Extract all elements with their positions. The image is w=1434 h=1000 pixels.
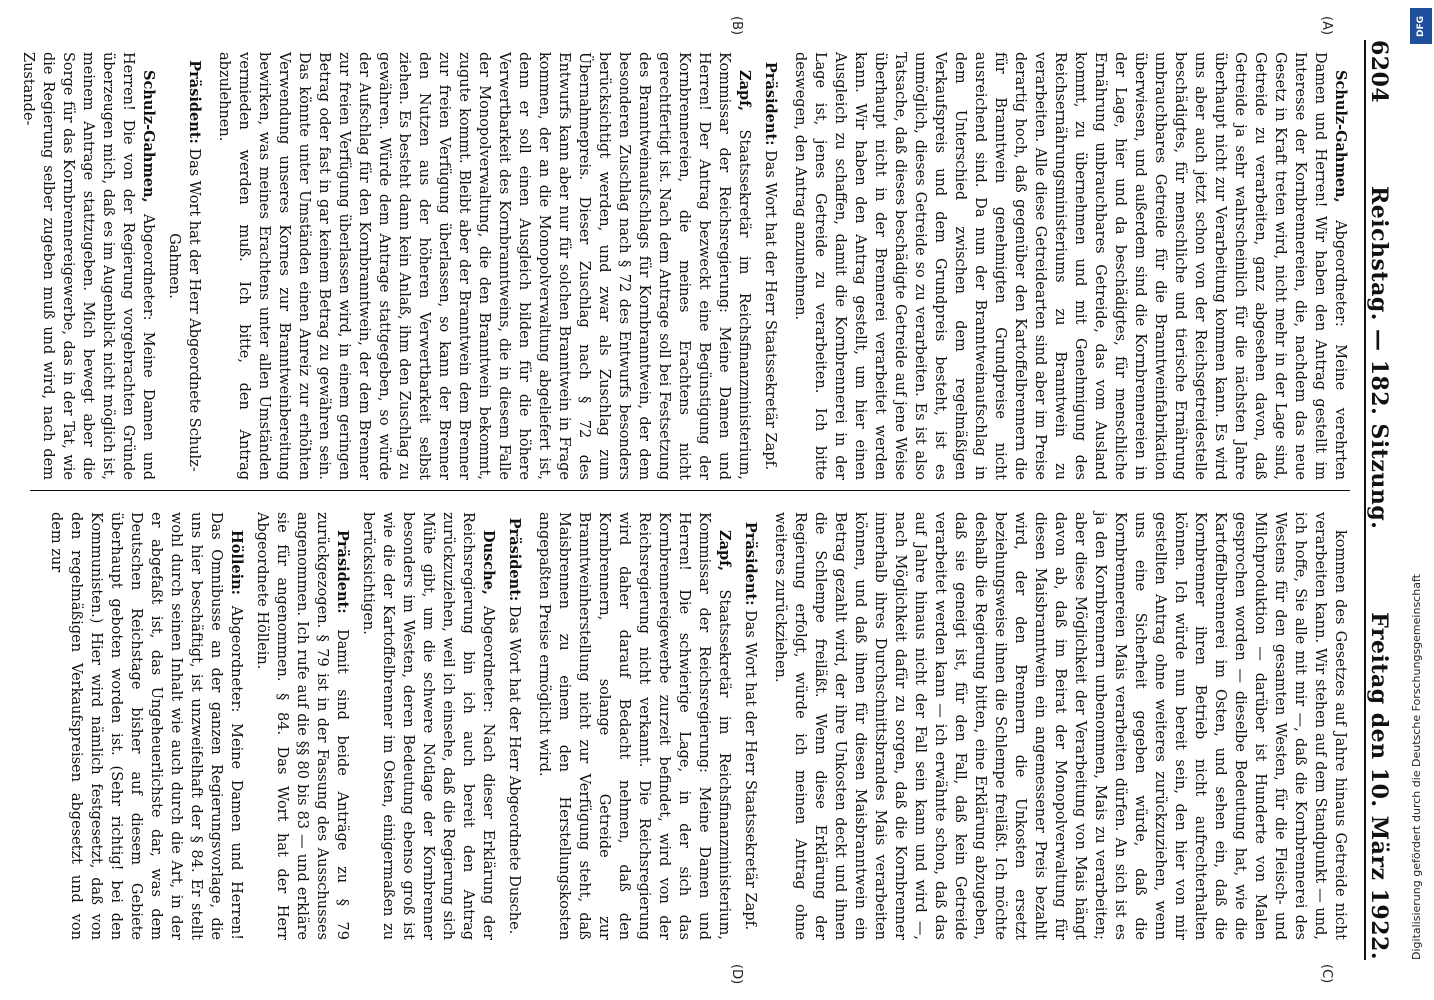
speech-text: Abgeordneter: Nach dieser Erklärung der Reichsregierung bin ich auch bereit den Antrag zurückzuziehen, weil ich einsehe, daß die Regierung sich Mühe gibt, um die schwere Notlage der Kornbrenner besonders im Westen, deren Bedeutung ebenso groß ist wie die der Kartoffelbrenner im Osten, einigermaßen zu berücksichtigen. [360,512,496,940]
dfg-logo: DFG [1410,8,1432,44]
speech-paragraph [18,52,158,480]
left-text-column [20,52,1350,480]
speaker-name: Zapf, [736,70,753,112]
margin-marker-a: (A) [1319,16,1334,36]
speaker-name: Zapf, [716,530,733,572]
margin-marker-d: (D) [729,964,744,985]
speech-paragraph [760,52,780,480]
speech-paragraph [252,512,352,940]
speaker-name: Schulz-Gahmen, [1332,70,1349,203]
speaker-name: Höllein: [228,530,245,596]
speech-paragraph [790,52,1350,480]
speech-text: Das Wort hat der Herr Abgeordnete Dusche. [506,601,522,935]
speech-text: Damit sind beide Anträge zu § 79 zurückgezogen. § 79 ist in der Fassung des Ausschusses angenommen. Ich rufe auf die §§ 80 bis 83 — und erkläre sie für angenommen. § 84. Das Wort hat der Herr Abgeordnete Höllein. [254,512,350,940]
speech-paragraph [214,52,754,480]
speaker-name: Präsident: [506,517,523,602]
speech-paragraph [358,512,498,940]
speech-text: Abgeordneter: Meine verehrten Damen und Herren! Wir haben den Antrag gestellt im Interesse der Kornbrennereien, die, nachdem das neue Gesetz in Kraft treten wird, nicht mehr in der Lage sind, Getreide zu verarbeiten, ganz abgesehen davon, daß Getreide ja sehr wahrscheinlich für die nächsten Jahre überhaupt nicht zur Verarbeitung kommen kann. Es wird uns aber auch jetzt schon von der Reichsgetreidestelle beschädigtes, für menschliche und tierische Ernährung unbrauchbares Getreide für die Branntweinfabrikation überwiesen, und außerdem sind die Kornbrennereien in der Lage, hier und da beschädigtes, für menschliche Ernährung unbrauchbares Getreide, das vom Ausland kommt, zu übernehmen und mit Genehmigung des Reichsernährungsministeriums zu Branntwein zu verarbeiten. Alle diese Getreidearten sind aber im Preise derartig hoch, daß gegenüber den Kartoffelbrennern die für Branntwein genehmigten Grundpreise nicht ausreichend sind. Da nun der Branntweinaufschlag in dem Unterschied zwischen dem regelmäßigen Verkaufspreis und dem Grundpreis besteht, ist es unmöglich, dieses Getreide so zu verarbeiten. Es ist also Tatsache, daß dieses beschädigte Getreide auf jene Weise überhaupt nicht in der Brennerei verarbeitet werden kann. Wir haben den Antrag gestellt, um hier einen Ausgleich zu schaffen, damit die Kornbrennerei in der Lage ist, jenes Getreide zu verarbeiten. Ich bitte deswegen, den Antrag anzunehmen. [792,52,1348,480]
speech-text: Das Wort hat der Herr Staatssekretär Zapf. [742,605,758,931]
column-divider [30,490,1350,491]
speech-text: Abgeordneter: Meine Damen und Herren! Die von der Regierung vorgebrachten Gründe überzeugen mich, daß es im Augenblick nicht möglich ist, meinem Antrage stattzugeben. Mich bewegt aber die Sorge für das Kornbrennereigewerbe, das in der Tat, wie die Regierung selber zugeben muß und wird, nach dem Zustande- [20,52,156,480]
speech-text: Das Wort hat der Herr Abgeordnete Schulz-Gahmen. [166,143,202,472]
speech-paragraph [534,512,734,940]
speaker-name: Präsident: [186,60,203,144]
speaker-name: Schulz-Gahmen, [140,70,157,203]
speech-text: Staatssekretär im Reichsfinanzministerium, Kommissar der Reichsregierung: Meine Damen und Herren! Der Antrag bezweckt eine Begünstigung der Kornbrennereien, die meines Erachtens nicht gerechtfertigt ist. Nach dem Antrage soll bei Festsetzung des Branntweinaufschlags für Kornbranntwein, der dem besonderen Zuschlag nach § 72 des Entwurfs besonders berücksichtigt werden, und zwar als Zuschlag zum Übernahmepreis. Dieser Zuschlag nach § 72 des Entwurfs kann aber nur für solchen Branntwein in Frage kommen, der an die Monopolverwaltung abgeliefert ist, denn er soll einen Ausgleich bilden für die höhere Verwertbarkeit des Kornbranntweins, die in diesem Falle der Monopolverwaltung, die den Branntwein bekommt, zugute kommt. Bleibt aber der Branntwein dem Brenner zur freien Verfügung überlassen, so kann der Brenner den Nutzen aus der höheren Verwertbarkeit selbst ziehen. Es besteht dann kein Anlaß, ihm den Zuschlag zu gewähren. Würde dem Antrage stattgegeben, so würde der Aufschlag für den Kornbranntwein, der dem Brenner zur freien Verfügung überlassen wird, in einem geringen Betrag oder fast in gar keinem Betrag zu gewähren sein. Das könnte unter Umständen einen Anreiz zur erhöhten Verwendung unseres Kornes zur Branntweinbereitung bewirken, was meines Erachtens unter allen Umständen vermieden werden muß. Ich bitte, den Antrag abzulehnen. [216,52,752,480]
speech-text: Das Wort hat der Herr Staatssekretär Zapf. [762,145,778,471]
speaker-name: Dusche, [480,530,497,595]
speaker-name: Präsident: [334,530,351,614]
margin-marker-c: (C) [1319,964,1334,984]
digitization-note: Digitalisierung gefördert durch die Deutsche Forschungsgemeinschaft [1410,574,1423,960]
speech-paragraph [740,512,760,940]
speech-paragraph [504,512,524,940]
page-number: 6204 [1366,40,1392,104]
session-date: Freitag den 10. März 1922. [1366,612,1392,960]
speaker-name: Präsident: [762,61,779,146]
speech-paragraph [164,52,204,480]
session-title: Reichstag. — 182. Sitzung. [1366,186,1392,530]
speech-paragraph [46,512,246,940]
page-header [1364,40,1406,960]
speech-text: kommen des Gesetzes auf Jahre hinaus Getreide nicht verarbeiten kann. Wir stehen auf dem Standpunkt — und, ich hoffe, Sie alle mit mir —, daß die Kornbrennerei des Westens für den gesamten Westen, für die Fleisch- und Milchproduktion — darüber ist Hunderte von Malen gesprochen worden — dieselbe Bedeutung hat, wie die Kartoffelbrennerei im Osten, und sehen ein, daß die Kornbrenner ihren Betrieb nicht aufrechterhalten können. Ich würde nun bereit sein, den hier von mir gestellten Antrag ohne weiteres zurückzuziehen, wenn uns eine Sicherheit gegeben würde, daß die Kornbrennereien Mais verarbeiten dürfen. An sich ist es ja den Kornbrennern unbenommen, Mais zu verarbeiten; aber diese Möglichkeit der Verarbeitung von Mais hängt davon ab, daß im Beirat der Monopolverwaltung für diesen Maisbranntwein ein angemessener Preis bezahlt wird, der den Brennern die Unkosten ersetzt beziehungsweise ihnen die Schlempe freiläßt. Ich möchte deshalb die Regierung bitten, eine Erklärung abzugeben, daß sie geneigt ist, für den Fall, daß kein Getreide verarbeitet werden kann — ich erwähnte schon, daß das auf Jahre hinaus nicht der Fall sein kann und wird —, nach Möglichkeit dafür zu sorgen, daß die Kornbrenner innerhalb ihres Durchschnittsbrandes Mais verarbeiten können, und daß ihnen für diesen Maisbranntwein ein Betrag gezahlt wird, der ihre Unkosten deckt und ihnen die Schlempe freiläßt. Wenn diese Erklärung der Regierung erfolgt, würde ich meinen Antrag ohne weiteres zurückziehen. [772,512,1348,940]
speech-text: Abgeordneter: Meine Damen und Herren! Das Omnibusse an der ganzen Regierungsvorlage, die uns hier beschäftigt, ist unzweifelhaft der § 84. Er stellt wohl durch seinen Inhalt wie auch durch die Art, in der er abgefaßt ist, das Ungeheuerlichste dar, was dem Deutschen Reichstage bisher auf diesem Gebiete überhaupt geboten worden ist. (Sehr richtig! bei den Kommunisten.) Hier wird nämlich festgesetzt, daß von den regelmäßigen Verkaufspreisen abgesetzt und von dem zur [48,512,244,940]
speech-text: Staatssekretär im Reichsfinanzministerium, Kommissar der Reichsregierung: Meine Damen und Herren! Die schwierige Lage, in der sich das Kornbrennereigewerbe zurzeit befindet, wird von der Reichsregierung nicht verkannt. Die Reichsregierung wird daher darauf Bedacht nehmen, daß den Kornbrennern, solange Getreide zur Branntweinherstellung nicht zur Verfügung steht, daß Maisbrennen zu einem den Herstellungskosten angepaßten Preise ermöglicht wird. [536,512,732,940]
speaker-name: Präsident: [742,521,759,606]
margin-marker-b: (B) [729,16,744,36]
right-text-column [30,512,1350,940]
speech-paragraph [770,512,1350,940]
